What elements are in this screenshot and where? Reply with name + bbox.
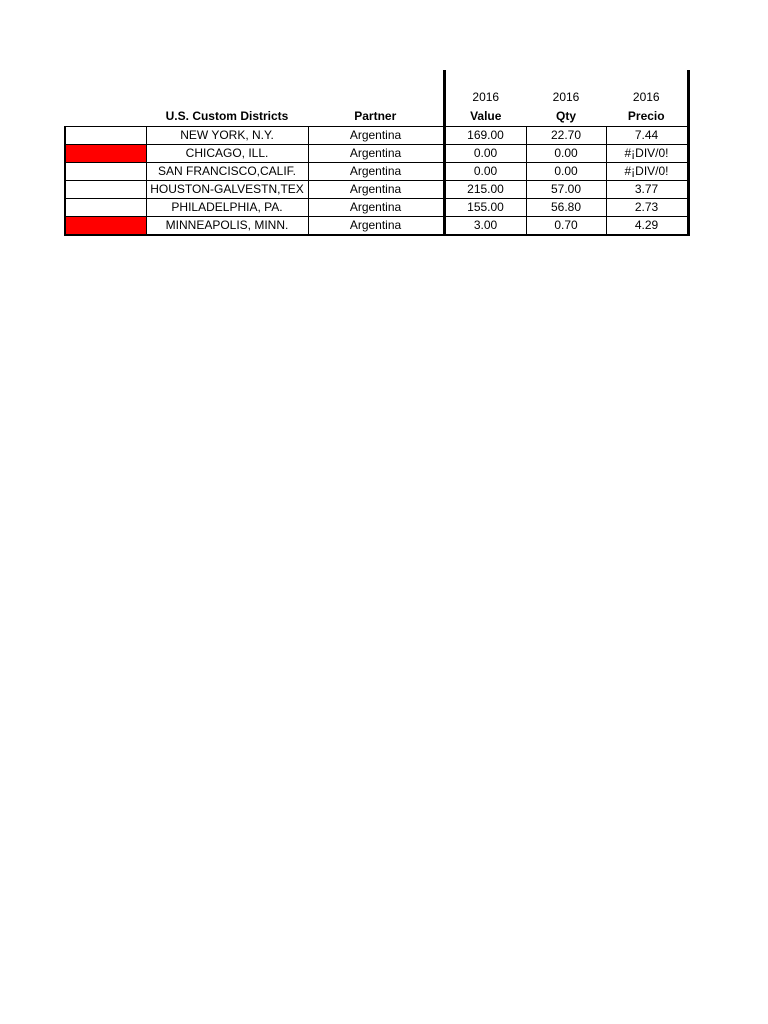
value-cell: 169.00 [444,127,526,145]
table-row [65,127,688,145]
district-cell: NEW YORK, N.Y. [146,127,308,145]
header-value-label: Value [470,109,502,123]
precio-cell: #¡DIV/0! [606,145,688,163]
header-precio-year: 2016 [632,90,660,104]
qty-cell: 0.00 [526,145,606,163]
partner-cell: Argentina [308,181,444,199]
district-cell: HOUSTON-GALVESTN,TEX [146,181,308,199]
table-row [65,217,688,236]
header-qty-label: Qty [555,109,576,123]
header-value [444,70,526,127]
precio-cell: 3.77 [606,181,688,199]
district-cell: MINNEAPOLIS, MINN. [146,217,308,236]
row-flag-cell [65,145,146,163]
partner-cell: Argentina [308,127,444,145]
partner-cell: Argentina [308,199,444,217]
spreadsheet-table-container [64,70,690,236]
partner-cell: Argentina [308,145,444,163]
value-cell: 0.00 [444,163,526,181]
table-row [65,145,688,163]
partner-cell: Argentina [308,217,444,236]
header-precio [606,70,688,127]
qty-cell: 57.00 [526,181,606,199]
table-row [65,199,688,217]
header-qty-year: 2016 [552,90,580,104]
value-cell: 0.00 [444,145,526,163]
row-flag-cell [65,217,146,236]
header-qty [526,70,606,127]
header-partner: Partner [354,109,397,123]
partner-cell: Argentina [308,163,444,181]
table-row [65,181,688,199]
district-cell: PHILADELPHIA, PA. [146,199,308,217]
value-cell: 3.00 [444,217,526,236]
row-flag-cell [65,127,146,145]
header-row [65,70,688,127]
header-district: U.S. Custom Districts [165,109,289,123]
row-flag-cell [65,163,146,181]
precio-cell: #¡DIV/0! [606,163,688,181]
precio-cell: 7.44 [606,127,688,145]
value-cell: 215.00 [444,181,526,199]
header-precio-label: Precio [627,109,665,123]
qty-cell: 56.80 [526,199,606,217]
header-value-year: 2016 [472,90,500,104]
qty-cell: 22.70 [526,127,606,145]
table-body [65,127,688,236]
district-cell: SAN FRANCISCO,CALIF. [146,163,308,181]
precio-cell: 4.29 [606,217,688,236]
custom-districts-table [64,70,690,236]
header-flag-cell [65,70,146,127]
row-flag-cell [65,181,146,199]
table-row [65,163,688,181]
qty-cell: 0.00 [526,163,606,181]
row-flag-cell [65,199,146,217]
precio-cell: 2.73 [606,199,688,217]
qty-cell: 0.70 [526,217,606,236]
district-cell: CHICAGO, ILL. [146,145,308,163]
value-cell: 155.00 [444,199,526,217]
